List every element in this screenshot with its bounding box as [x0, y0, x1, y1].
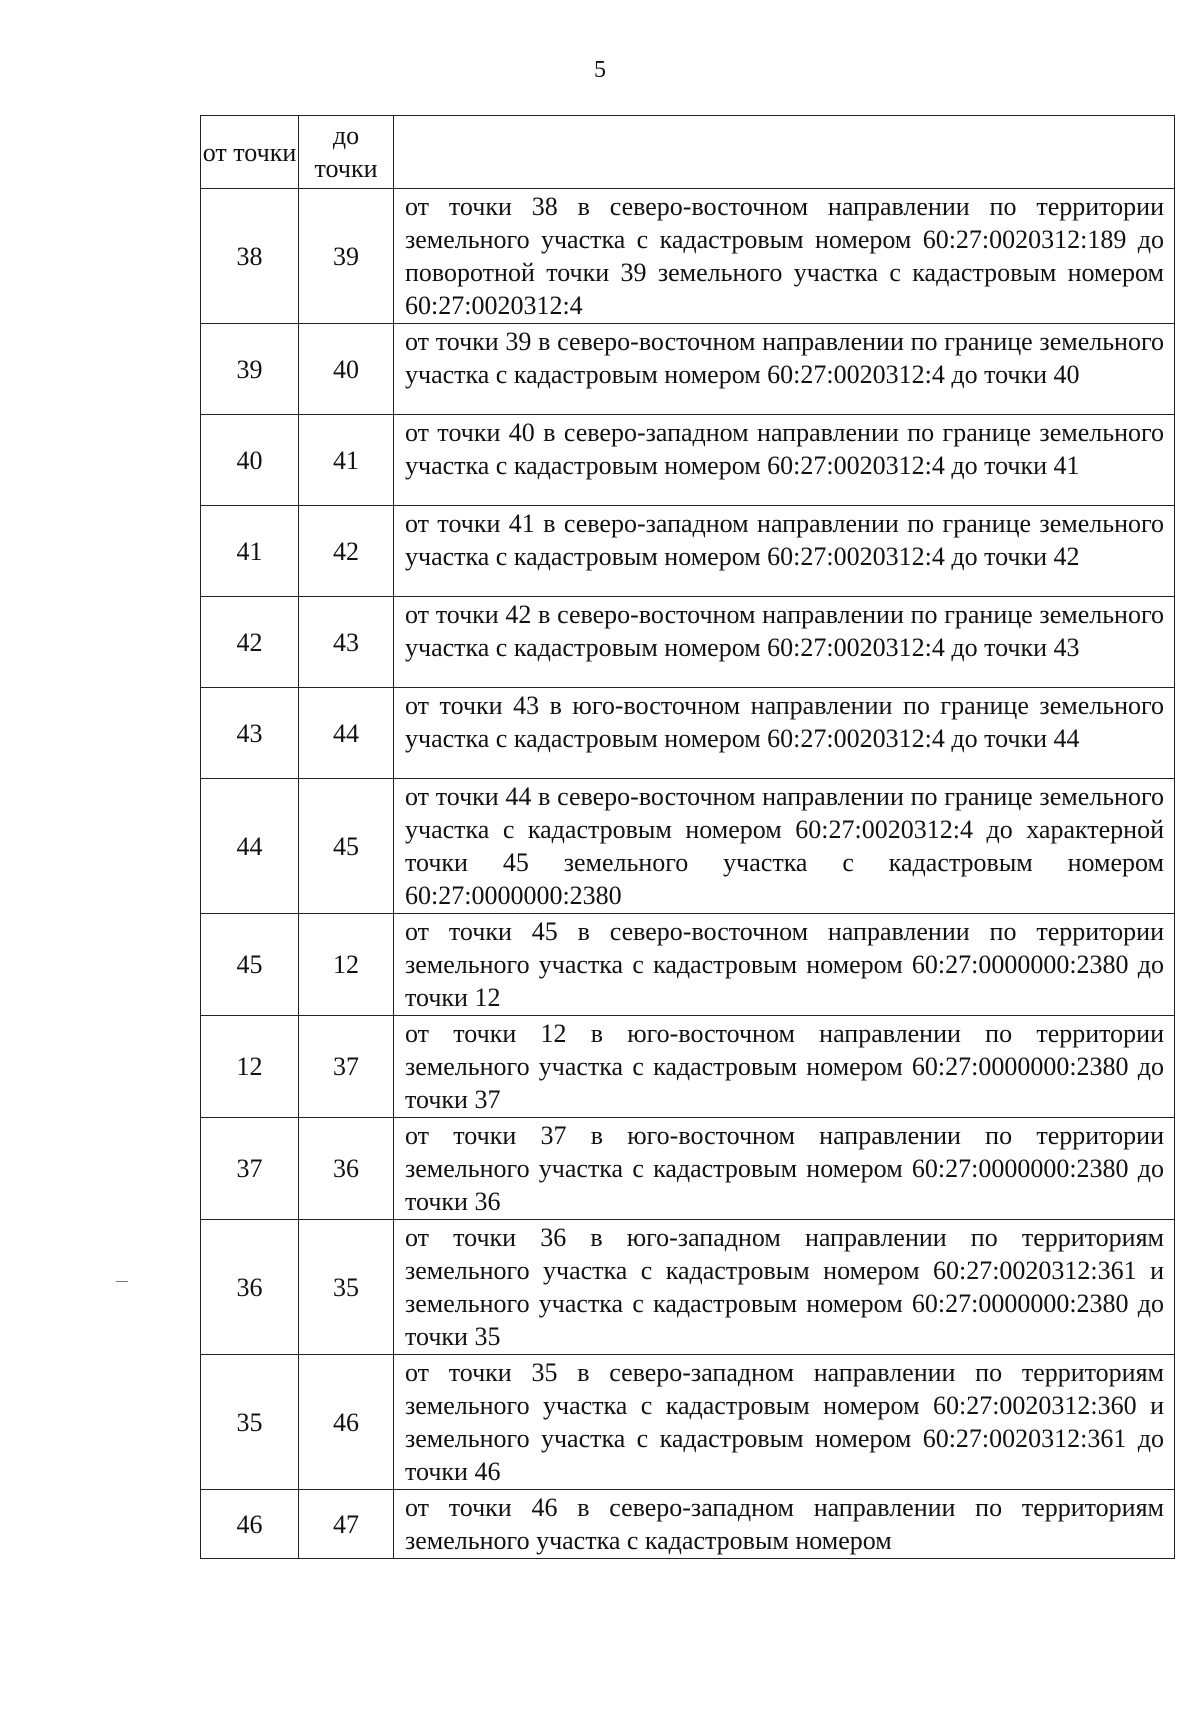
table-row	[201, 1016, 1175, 1118]
from-point-cell: 41	[201, 506, 299, 597]
boundary-description-table	[200, 115, 1175, 1559]
from-point-cell: 38	[201, 189, 299, 324]
from-point-cell: 46	[201, 1490, 299, 1559]
to-point-cell: 43	[299, 597, 394, 688]
to-point-cell: 36	[299, 1118, 394, 1220]
table-row	[201, 1118, 1175, 1220]
to-point-cell: 39	[299, 189, 394, 324]
table-row	[201, 324, 1175, 415]
from-point-cell: 42	[201, 597, 299, 688]
to-point-cell: 40	[299, 324, 394, 415]
page-number: 5	[594, 57, 606, 83]
description-cell: от точки 38 в северо-восточном направлении по территории земельного участка с кадастровым номером 60:27:0020312:189 до поворотной точки 39 земельного участка с кадастровым номером 60:27:0020312:4	[394, 189, 1175, 324]
from-point-cell: 36	[201, 1220, 299, 1355]
description-cell: от точки 44 в северо-восточном направлении по границе земельного участка с кадастровым номером 60:27:0020312:4 до характерной точки 45 земельного участка с кадастровым номером 60:27:0000000:2380	[394, 779, 1175, 914]
header-to-point: до точки	[299, 116, 394, 189]
table-row	[201, 914, 1175, 1016]
description-cell: от точки 36 в юго-западном направлении по территориям земельного участка с кадастровым номером 60:27:0020312:361 и земельного участка с кадастровым номером 60:27:0000000:2380 до точки 35	[394, 1220, 1175, 1355]
from-point-cell: 12	[201, 1016, 299, 1118]
to-point-cell: 44	[299, 688, 394, 779]
table-row	[201, 779, 1175, 914]
to-point-cell: 12	[299, 914, 394, 1016]
from-point-cell: 35	[201, 1355, 299, 1490]
table-row	[201, 1355, 1175, 1490]
from-point-cell: 45	[201, 914, 299, 1016]
description-cell: от точки 41 в северо-западном направлении по границе земельного участка с кадастровым номером 60:27:0020312:4 до точки 42	[394, 506, 1175, 597]
to-point-cell: 42	[299, 506, 394, 597]
description-cell: от точки 40 в северо-западном направлении по границе земельного участка с кадастровым номером 60:27:0020312:4 до точки 41	[394, 415, 1175, 506]
description-cell: от точки 43 в юго-восточном направлении по границе земельного участка с кадастровым номером 60:27:0020312:4 до точки 44	[394, 688, 1175, 779]
to-point-cell: 46	[299, 1355, 394, 1490]
to-point-cell: 35	[299, 1220, 394, 1355]
description-cell: от точки 39 в северо-восточном направлении по границе земельного участка с кадастровым номером 60:27:0020312:4 до точки 40	[394, 324, 1175, 415]
from-point-cell: 37	[201, 1118, 299, 1220]
to-point-cell: 37	[299, 1016, 394, 1118]
table-row	[201, 1220, 1175, 1355]
from-point-cell: 40	[201, 415, 299, 506]
description-cell: от точки 35 в северо-западном направлении по территориям земельного участка с кадастровым номером 60:27:0020312:360 и земельного участка с кадастровым номером 60:27:0020312:361 до точки 46	[394, 1355, 1175, 1490]
from-point-cell: 39	[201, 324, 299, 415]
header-description	[394, 116, 1175, 189]
description-cell: от точки 45 в северо-восточном направлении по территории земельного участка с кадастровым номером 60:27:0000000:2380 до точки 12	[394, 914, 1175, 1016]
description-cell: от точки 12 в юго-восточном направлении по территории земельного участка с кадастровым номером 60:27:0000000:2380 до точки 37	[394, 1016, 1175, 1118]
description-cell: от точки 42 в северо-восточном направлении по границе земельного участка с кадастровым номером 60:27:0020312:4 до точки 43	[394, 597, 1175, 688]
table-header-row	[201, 116, 1175, 189]
table-row	[201, 506, 1175, 597]
table-row	[201, 1490, 1175, 1559]
table-row	[201, 415, 1175, 506]
table-row	[201, 688, 1175, 779]
table-row	[201, 189, 1175, 324]
to-point-cell: 47	[299, 1490, 394, 1559]
margin-mark	[116, 1281, 128, 1282]
description-cell: от точки 46 в северо-западном направлении по территориям земельного участка с кадастровым номером	[394, 1490, 1175, 1559]
to-point-cell: 45	[299, 779, 394, 914]
description-cell: от точки 37 в юго-восточном направлении по территории земельного участка с кадастровым номером 60:27:0000000:2380 до точки 36	[394, 1118, 1175, 1220]
table-row	[201, 597, 1175, 688]
to-point-cell: 41	[299, 415, 394, 506]
from-point-cell: 43	[201, 688, 299, 779]
header-from-point: от точки	[201, 116, 299, 189]
from-point-cell: 44	[201, 779, 299, 914]
